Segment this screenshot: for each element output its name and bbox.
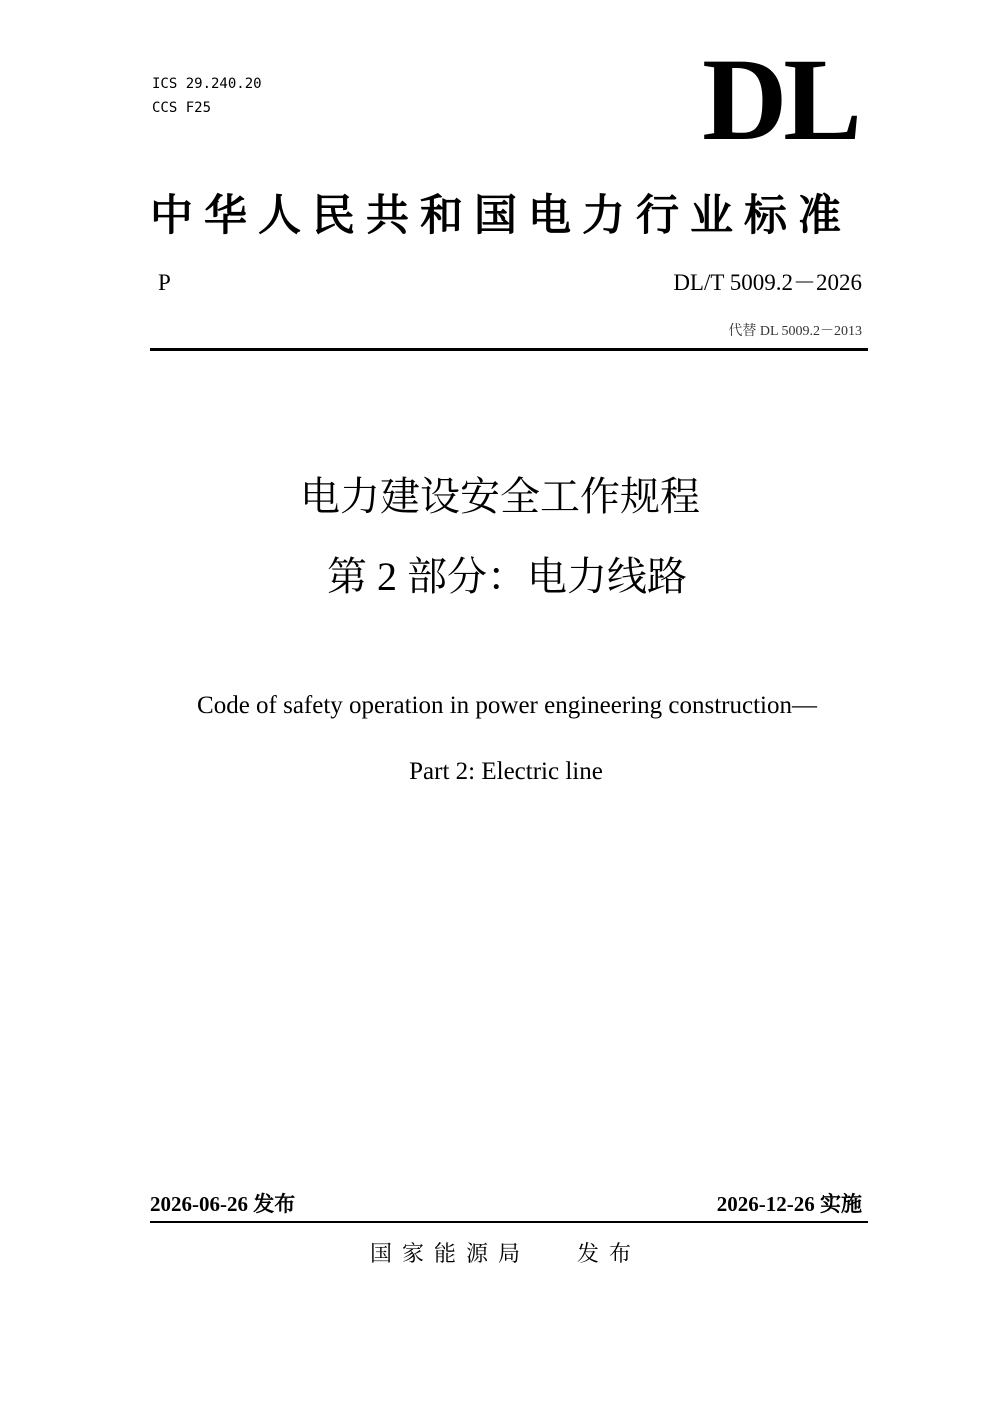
ics-code: ICS 29.240.20 xyxy=(152,76,262,92)
document-subtitle-cn: 第 2 部分：电力线路 xyxy=(327,554,687,599)
document-title-cn: 电力建设安全工作规程 xyxy=(300,474,700,519)
ccs-code: CCS F25 xyxy=(152,100,212,116)
standard-number: DL/T 5009.2－2026 xyxy=(673,270,862,295)
footer-divider xyxy=(150,1221,868,1223)
document-title-en: Code of safety operation in power engineering construction— xyxy=(197,692,817,719)
standard-category-title: 中华人民共和国电力行业标准 xyxy=(150,191,852,241)
issue-date: 2026-06-26 发布 xyxy=(150,1192,296,1216)
publish-label: 发布 xyxy=(577,1242,642,1267)
replaces-standard: 代替 DL 5009.2－2013 xyxy=(728,324,862,339)
header-divider xyxy=(150,348,868,351)
implementation-date: 2026-12-26 实施 xyxy=(716,1192,862,1216)
document-subtitle-en: Part 2: Electric line xyxy=(409,758,603,785)
classification-code: P xyxy=(158,270,171,295)
publisher-name: 国家能源局 xyxy=(370,1242,531,1267)
dl-logo: DL xyxy=(702,34,858,165)
